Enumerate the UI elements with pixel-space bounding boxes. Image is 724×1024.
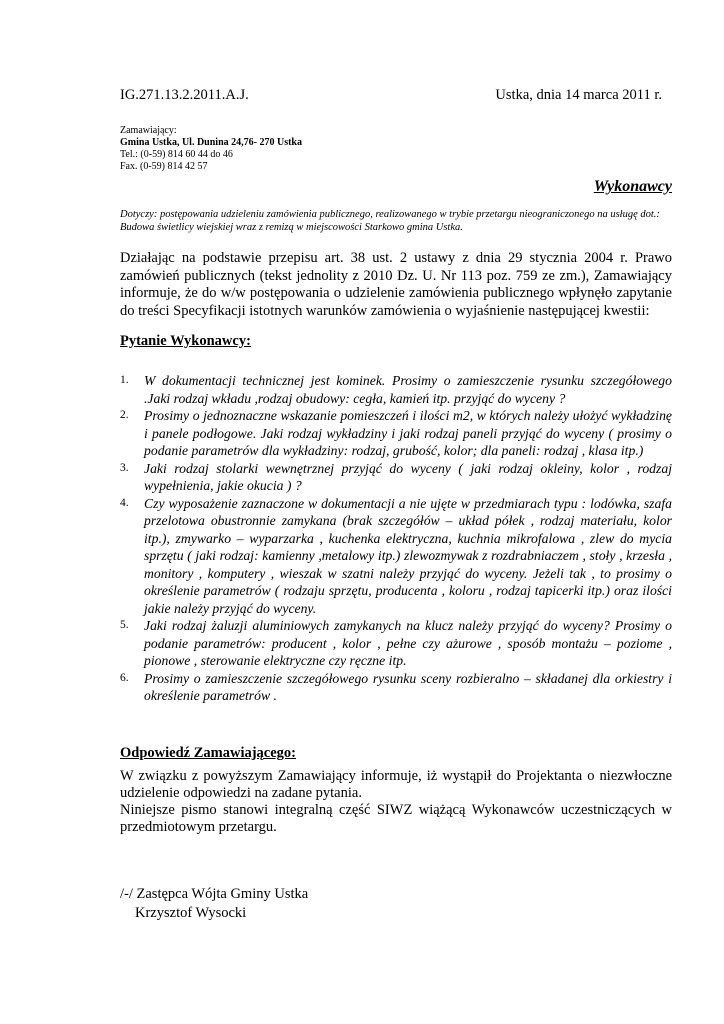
item-text: Prosimy o jednoznaczne wskazanie pomieszczeń i ilości m2, w których należy ułożyć wykładzinę i panele podłogowe. Jaki rodzaj wykładziny i jaki rodzaj paneli przyjąć do wyceny ( prosimy o podanie parametrów dla wykładziny: rodzaj, grubość, kolor; dla paneli: rodzaj , klasa itp.) xyxy=(144,408,672,458)
addressee: Wykonawcy xyxy=(593,178,672,195)
signature-name: Krzysztof Wysocki xyxy=(135,905,247,921)
answer-paragraph: W związku z powyższym Zamawiający informuje, iż wystąpił do Projektanta o niezwłoczne udzielenie odpowiedzi na zadane pytania. xyxy=(120,768,672,801)
item-number: 3. xyxy=(120,461,129,474)
signature-block xyxy=(120,885,308,923)
item-number: 6. xyxy=(120,671,129,684)
list-item xyxy=(120,617,672,670)
buyer-fax: Fax. (0-59) 814 42 57 xyxy=(120,161,208,172)
reference-number: IG.271.13.2.2011.A.J. xyxy=(120,87,249,103)
item-text: Czy wyposażenie zaznaczone w dokumentacji a nie ujęte w przedmiarach typu : lodówka, szafa przelotowa obustronnie zamykana (brak szczegółów – układ półek , rodzaj materiału, kolor itp.), zmywarko – wyparzarka , kuchenka elektryczna, kuchnia mikrofalowa , zlew do mycia sprzętu ( jaki rodzaj: kamienny ,metalowy itp.) zlewozmywak z rozdrabniaczem , stoły , krzesła , monitory , komputery , wieszak w szatni należy przyjąć do wyceny. Jeżeli tak , to prosimy o określenie parametrów ( rodzaju sprzętu, producenta , koloru , rodzaj tapicerki itp.) oraz ilości jakie należy przyjąć do wyceny. xyxy=(144,495,672,616)
answer-block xyxy=(120,768,672,836)
buyer-phone: Tel.: (0-59) 814 60 44 do 46 xyxy=(120,149,233,160)
item-number: 2. xyxy=(120,409,129,421)
item-text: Jaki rodzaj żaluzji aluminiowych zamykanych na klucz należy przyjąć do wyceny? Prosimy o podanie parametrów: producent , kolor , pełne czy ażurowe , sposób montażu – poziome , pionowe , sterowanie elektryczne czy ręczne itp. xyxy=(144,618,672,668)
list-item xyxy=(120,460,672,495)
buyer-label: Zamawiający: xyxy=(120,125,177,136)
list-item xyxy=(120,372,672,407)
list-item xyxy=(120,407,672,460)
list-item xyxy=(120,495,672,618)
place-and-date: Ustka, dnia 14 marca 2011 r. xyxy=(495,87,662,103)
question-heading: Pytanie Wykonawcy: xyxy=(120,333,251,349)
answer-paragraph: Niniejsze pismo stanowi integralną część SIWZ wiążącą Wykonawców uczestniczących w przedmiotowym przetargu. xyxy=(120,802,672,835)
questions-list xyxy=(120,372,672,705)
item-number: 5. xyxy=(120,619,129,631)
buyer-name: Gmina Ustka, Ul. Dunina 24,76- 270 Ustka xyxy=(120,137,302,148)
answer-heading: Odpowiedź Zamawiającego: xyxy=(120,745,296,761)
subject-line: Dotyczy: postępowania udzieleniu zamówienia publicznego, realizowanego w trybie przetargu nieograniczonego na usługę dot.: Budowa świetlicy wiejskiej wraz z remizą w miejscowości Starkowo gmina Ustka. xyxy=(120,209,660,233)
item-text: Prosimy o zamieszczenie szczegółowego rysunku sceny rozbieralno – składanej dla orkiestry i określenie parametrów . xyxy=(144,670,672,703)
buyer-block xyxy=(120,125,302,173)
signature-title: /-/ Zastępca Wójta Gminy Ustka xyxy=(120,886,309,902)
item-text: Jaki rodzaj stolarki wewnętrznej przyjąć do wyceny ( jaki rodzaj okleiny, kolor , rodzaj wypełnienia, jakie okucia ) ? xyxy=(144,460,672,493)
intro-paragraph: Działając na podstawie przepisu art. 38 ust. 2 ustawy z dnia 29 stycznia 2004 r. Prawo zamówień publicznych (tekst jednolity z 2010 Dz. U. Nr 113 poz. 759 ze zm.), Zamawiający informuje, że do w/w postępowania o udzielenie zamówienia publicznego wpłynęło zapytanie do treści Specyfikacji istotnych warunków zamówienia o wyjaśnienie następującej kwestii: xyxy=(120,250,672,319)
item-text: W dokumentacji technicznej jest kominek. Prosimy o zamieszczenie rysunku szczegółowego .Jaki rodzaj wkładu ,rodzaj obudowy: cegła, kamień itp. przyjąć do wyceny ? xyxy=(144,373,672,406)
list-item xyxy=(120,670,672,705)
item-number: 1. xyxy=(120,374,129,386)
item-number: 4. xyxy=(120,496,129,509)
